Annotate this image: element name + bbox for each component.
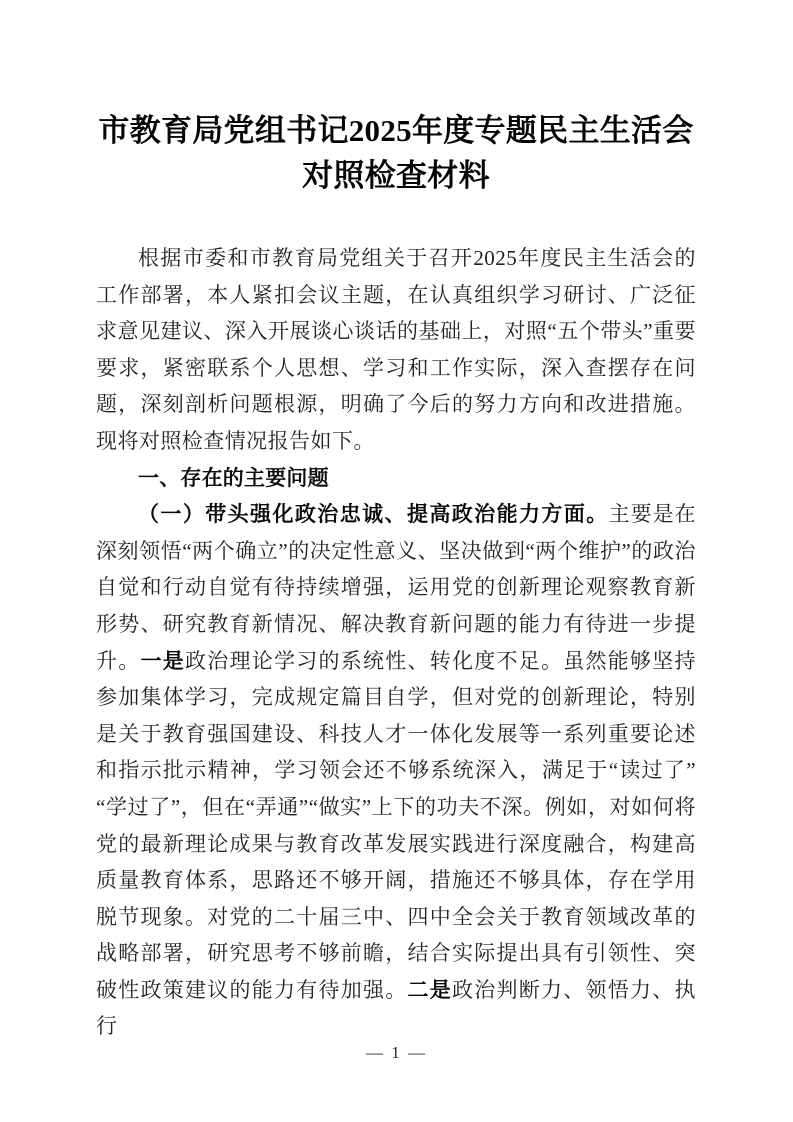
subsection-one-body-a: 主要是在深刻领悟“两个确立”的决定性意义、坚决做到“两个维护”的政治自觉和行动自觉有待持续增强，运用党的创新理论观察教育新形势、研究教育新情况、解决教育新问题的能力有待进一步提升。 <box>96 502 696 673</box>
page-number-footer: — 1 — <box>366 1043 427 1062</box>
point-one-label: 一是 <box>140 648 186 673</box>
point-one-body: 政治理论学习的系统性、转化度不足。虽然能够坚持参加集体学习，完成规定篇目自学，但对党的创新理论，特别是关于教育强国建设、科技人才一体化发展等一系列重要论述和指示批示精神，学习领会还不够系统深入，满足于“读过了”“学过了”，但在“弄通”“做实”上下的功夫不深。例如，对如何将党的最新理论成果与教育改革发展实践进行深度融合，构建高质量教育体系，思路还不够开阔，措施还不够具体，存在学用脱节现象。对党的二十届三中、四中全会关于教育领域改革的战略部署，研究思考不够前瞻，结合实际提出具有引领性、突破性政策建议的能力有待加强。 <box>96 648 697 1002</box>
page-content-area <box>96 100 696 1045</box>
subsection-one-heading: （一）带头强化政治忠诚、提高政治能力方面。 <box>138 502 609 527</box>
subsection-one-paragraph <box>96 496 696 1045</box>
intro-paragraph: 根据市委和市教育局党组关于召开2025年度民主生活会的工作部署，本人紧扣会议主题，在认真组织学习研讨、广泛征求意见建议、深入开展谈心谈话的基础上，对照“五个带头”重要要求，紧密联系个人思想、学习和工作实际，深入查摆存在问题，深刻剖析问题根源，明确了今后的努力方向和改进措施。现将对照检查情况报告如下。 <box>96 246 696 453</box>
page-title: 市教育局党组书记2025年度专题民主生活会对照检查材料 <box>98 113 694 193</box>
point-two-body: 政治判断力、领悟力、执行 <box>96 977 696 1039</box>
point-two-label: 二是 <box>407 977 453 1002</box>
title-spacer <box>96 198 696 240</box>
section-heading-main-problems: 一、存在的主要问题 <box>138 465 329 490</box>
